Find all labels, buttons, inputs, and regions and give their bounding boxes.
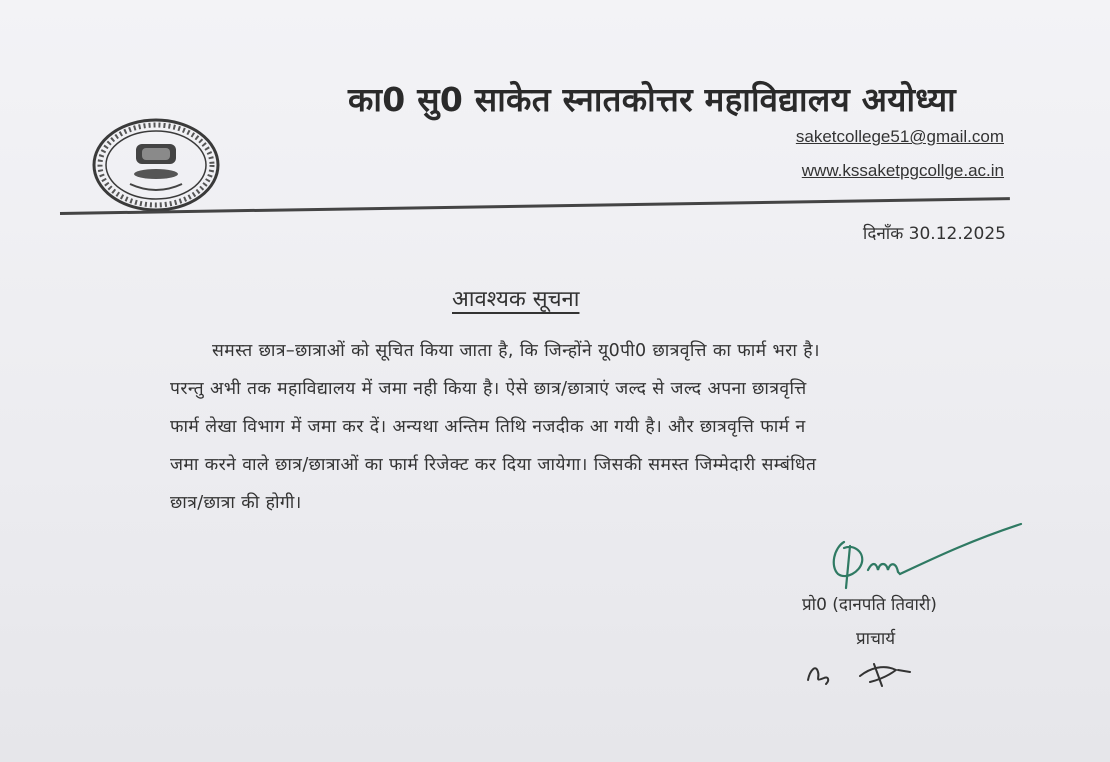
notice-line: समस्त छात्र–छात्राओं को सूचित किया जाता है, कि जिन्होंने यू0पी0 छात्रवृत्ति का फार्म भरा है।: [212, 341, 820, 361]
date-value: 30.12.2025: [908, 224, 1006, 244]
notice-line: छात्र/छात्रा की होगी।: [170, 493, 302, 513]
notice-title: आवश्यक सूचना: [452, 287, 580, 312]
handwritten-initials-icon: [800, 650, 920, 690]
notice-line: परन्तु अभी तक महाविद्यालय में जमा नही किया है। ऐसे छात्र/छात्राएं जल्द से जल्द अपना छात्रवृत्ति: [170, 379, 807, 399]
notice-line: फार्म लेखा विभाग में जमा कर दें। अन्यथा अन्तिम तिथि नजदीक आ गयी है। और छात्रवृत्ति फार्म न: [170, 417, 806, 437]
signatory-name: प्रो0 (दानपति तिवारी): [802, 595, 937, 615]
date-label: दिनाँक: [862, 224, 904, 244]
signatory-title: प्राचार्य: [856, 629, 896, 649]
college-email[interactable]: saketcollege51@gmail.com: [795, 127, 1004, 146]
college-seal-icon: [90, 116, 222, 214]
notice-line: जमा करने वाले छात्र/छात्राओं का फार्म रिजेक्ट कर दिया जायेगा। जिसकी समस्त जिम्मेदारी सम्बंधित: [170, 455, 817, 475]
college-name: का0 सु0 साकेत स्नातकोत्तर महाविद्यालय अयोध्या: [348, 80, 956, 119]
date-row: [863, 221, 1006, 244]
handwritten-signature-icon: [816, 522, 1026, 592]
college-website[interactable]: www.kssaketpgcollge.ac.in: [801, 161, 1004, 180]
